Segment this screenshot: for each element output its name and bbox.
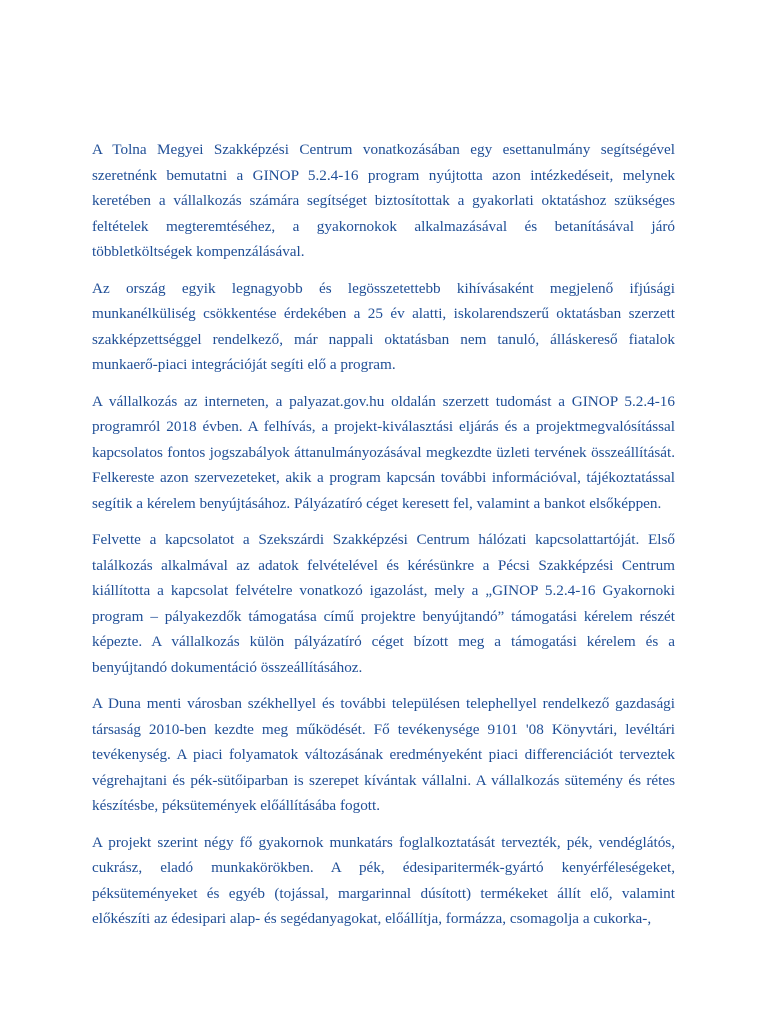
document-body — [92, 137, 675, 943]
paragraph-application-process: A vállalkozás az interneten, a palyazat.gov.hu oldalán szerzett tudomást a GINOP 5.2.4-16 programról 2018 évben. A felhívás, a projekt-kiválasztási eljárás és a projektmegvalósítással kapcsolatos fontos jogszabályok áttanulmányozásával megkezdte üzleti tervének összeállítását. Felkereste azon szervezeteket, akik a program kapcsán további információval, tájékoztatással segítik a kérelem benyújtásához. Pályázatíró céget keresett fel, valamint a bankot elsőképpen. — [92, 392, 675, 512]
paragraph-intro: A Tolna Megyei Szakképzési Centrum vonatkozásában egy esettanulmány segítségével szeretnénk bemutatni a GINOP 5.2.4-16 program nyújtotta azon intézkedéseit, melynek keretében a vállalkozás számára segítséget biztosítottak a gyakorlati oktatáshoz szükséges feltételek megteremtéséhez, a gyakornokok alkalmazásával és betanításával járó többletköltségek kompenzálásával. — [92, 141, 675, 260]
paragraph-project-plan: A projekt szerint négy fő gyakornok munkatárs foglalkoztatását tervezték, pék, vendéglátós, cukrász, eladó munkakörökben. A pék, édesiparitermék-gyártó kenyérféleségeket, péksüteményeket és egyéb (tojással, margarinnal dúsított) termékeket állít elő, valamint előkészíti az édesipari alap- és segédanyagokat, előállítja, formázza, csomagolja a cukorka-, — [92, 833, 675, 927]
paragraph-youth-unemployment: Az ország egyik legnagyobb és legösszetettebb kihívásaként megjelenő ifjúsági munkanélküliség csökkentése érdekében a 25 év alatti, iskolarendszerű oktatásban szerzett szakképzettséggel rendelkező, már nappali oktatásban nem tanuló, álláskereső fiatalok munkaerő-piaci integrációját segíti elő a program. — [92, 279, 675, 373]
paragraph-company-profile: A Duna menti városban székhellyel és további településen telephellyel rendelkező gazdasági társaság 2010-ben kezdte meg működését. Fő tevékenysége 9101 '08 Könyvtári, levéltári tevékenység. A piaci folyamatok változásának eredményeként piaci differenciációt terveztek végrehajtani és pék-sütőiparban is szerepet kívántak vállalni. A vállalkozás sütemény és rétes készítésbe, péksütemények előállításába fogott. — [92, 695, 675, 814]
paragraph-contact-center: Felvette a kapcsolatot a Szekszárdi Szakképzési Centrum hálózati kapcsolattartóját. Első találkozás alkalmával az adatok felvételével és kérésünkre a Pécsi Szakképzési Centrum kiállította a kapcsolat felvételre vonatkozó igazolást, mely a „GINOP 5.2.4-16 Gyakornoki program – pályakezdők támogatása című projektre benyújtandó” támogatási kérelem részét képezte. A vállalkozás külön pályázatíró céget bízott meg a támogatási kérelem és a benyújtandó dokumentáció összeállításához. — [92, 531, 675, 676]
